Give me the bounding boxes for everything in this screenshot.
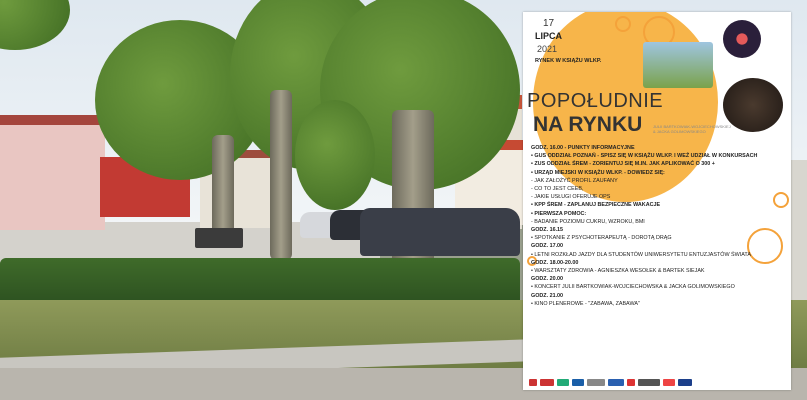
tree-canopy [295, 100, 375, 210]
schedule-line: GODZ. 16.00 - PUNKTY INFORMACYJNE [531, 145, 635, 151]
hedge [0, 258, 520, 306]
tree-trunk [270, 90, 292, 260]
schedule-line: • PIERWSZA POMOC: [531, 210, 587, 217]
schedule-line: GODZ. 21.00 [531, 292, 564, 299]
schedule-line: GODZ. 16.15 [531, 227, 564, 234]
poster-year: 2021 [537, 44, 558, 54]
schedule-line: - JAKIE USŁUGI OFERUJE OPS [531, 194, 611, 201]
townhouse-pink [0, 115, 105, 230]
sponsor-logos [529, 377, 785, 387]
schedule-line: GODZ. 17.00 [531, 243, 564, 250]
logo [557, 379, 569, 386]
logo [638, 379, 660, 386]
poster-title-line2: NA RYNKU [533, 113, 643, 136]
schedule-line: • KONCERT JULII BARTKOWIAK-WOJCIECHOWSKA & JACKA GOLIMOWSKIEGO [531, 284, 735, 291]
schedule-line: • SPOTKANIE Z PSYCHOTERAPEUTĄ - DOROTĄ DRĄG [531, 235, 672, 242]
schedule-line: • WARSZTATY ZDROWIA - AGNIESZKA WESOŁEK & BARTEK SIEJAK [531, 268, 705, 275]
decorative-ring [615, 16, 631, 32]
logo [627, 379, 635, 386]
poster-event-photo [643, 42, 713, 88]
schedule-line: - CO TO JEST CEEB, [531, 186, 584, 193]
logo [608, 379, 624, 386]
logo [529, 379, 537, 386]
poster-place: RYNEK W KSIĄŻU WLKP. [535, 58, 602, 64]
hedge-right [790, 160, 807, 300]
schedule-line: • KINO PLENEROWE - "ZABAWA, ZABAWA" [531, 300, 640, 307]
logo [572, 379, 584, 386]
vinyl-record-icon [723, 20, 761, 58]
schedule-line: GODZ. 18.00-20.00 [531, 259, 579, 266]
logo [663, 379, 675, 386]
poster-day: 17 [543, 18, 555, 29]
schedule-line: • LETNI ROZKŁAD JAZDY DLA STUDENTÓW UNIWERSYTETU ENTUZJASTÓW ŚWIATA [531, 251, 751, 258]
schedule-line: • KPP ŚREM - ZAPLANUJ BEZPIECZNE WAKACJE [531, 202, 661, 209]
poster-month: LIPCA [535, 31, 562, 41]
event-poster [523, 12, 791, 390]
poster-subtitle: JULII BARTKOWIAK-WOJCIECHOWSKIEJ & JACKA GOLIMOWSKIEGO [653, 124, 731, 134]
logo [540, 379, 554, 386]
schedule-line: - JAK ZAŁOŻYĆ PROFIL ZAUFANY [531, 177, 618, 184]
schedule-line: - BADANIE POZIOMU CUKRU, WZROKU, BMI [531, 218, 645, 225]
schedule-line: • ZUS ODDZIAŁ ŚREM - ZORIENTUJ SIĘ M.IN. JAK APLIKOWAĆ O 300 + [531, 161, 715, 168]
poster-schedule [531, 144, 786, 308]
schedule-line: • URZĄD MIEJSKI W KSIĄŻU WLKP. - DOWIEDZ SIĘ: [531, 169, 665, 176]
logo [587, 379, 605, 386]
parked-car [360, 208, 520, 256]
park-bench [195, 228, 243, 248]
schedule-line: • GUS ODDZIAŁ POZNAŃ - SPISZ SIĘ W KSIĄŻU WLKP. I WEŹ UDZIAŁ W KONKURSACH [531, 153, 758, 160]
schedule-line: GODZ. 20.00 [531, 276, 564, 283]
poster-title-line1: POPOŁUDNIE [527, 90, 664, 112]
logo [678, 379, 692, 386]
